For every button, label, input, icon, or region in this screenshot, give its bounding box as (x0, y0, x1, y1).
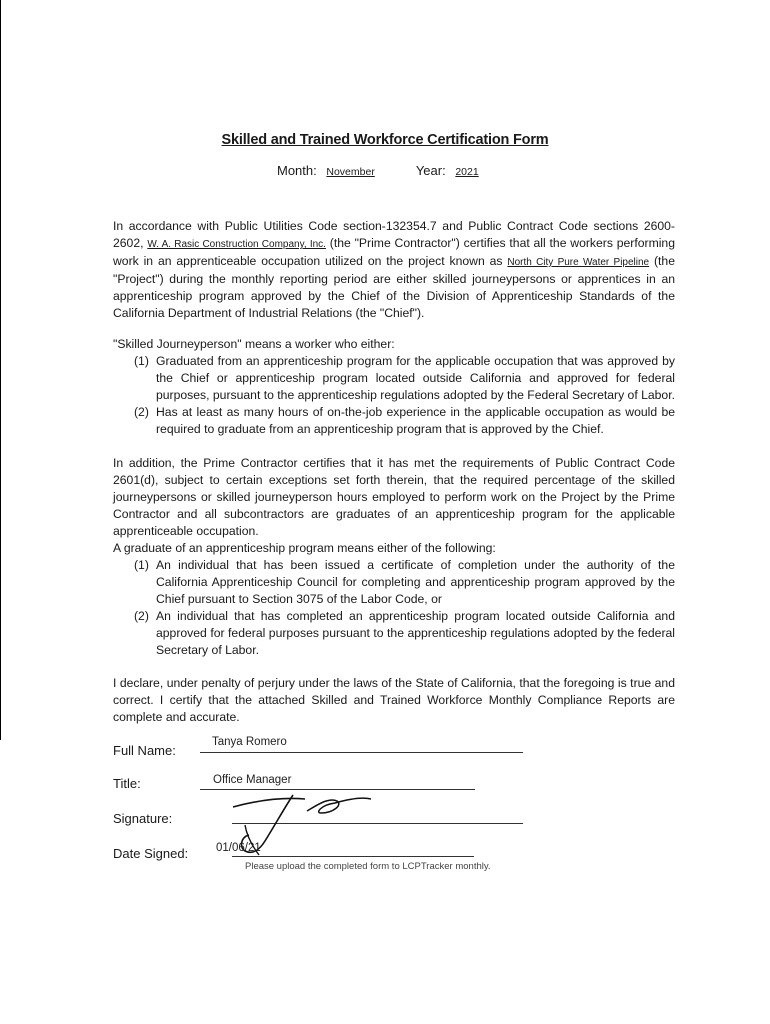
project-name: North City Pure Water Pipeline (507, 257, 650, 268)
list-number: (2) (134, 405, 149, 419)
list-number: (1) (134, 354, 149, 368)
contractor-name: W. A. Rasic Construction Company, Inc. (147, 239, 326, 250)
year-value: 2021 (455, 166, 479, 178)
full-name-line (200, 752, 523, 753)
intro-paragraph (113, 218, 675, 322)
reporting-period (277, 162, 479, 181)
list-number: (2) (134, 609, 149, 623)
intro-part2: (the "Prime Contractor") certifies that all the workers performing work in an apprenticeable occupation utilized on the project known as (113, 236, 675, 268)
full-name-label: Full Name: (113, 743, 176, 758)
journeyperson-heading: "Skilled Journeyperson" means a worker who either: (113, 337, 395, 351)
declaration-paragraph: I declare, under penalty of perjury under the laws of the State of California, that the foregoing is true and correct. I certify that the attached Skilled and Trained Workforce Monthly Compliance Reports are complete and accurate. (113, 676, 675, 724)
full-name-value: Tanya Romero (212, 736, 287, 748)
list-text: An individual that has completed an apprenticeship program located outside California and approved for federal purposes pursuant to the apprenticeship regulations adopted by the federal Secretary of Labor. (156, 609, 675, 657)
intro-part1: In accordance with Public Utilities Code section-132354.7 and Public Contract Code sections 2600-2602, (113, 219, 675, 250)
list-text: Has at least as many hours of on-the-job experience in the applicable occupation as would be required to graduate from an apprenticeship program that is approved by the Chief. (156, 405, 675, 436)
upload-note: Please upload the completed form to LCPTracker monthly. (245, 861, 491, 872)
list-number: (1) (134, 558, 149, 572)
date-signed-value: 01/06/21 (216, 842, 261, 854)
intro-part3: (the "Project") during the monthly reporting period are either skilled journeypersons or apprentices in an apprenticeship program approved by the Chief of the Division of Apprenticeship Standards of the California Department of Industrial Relations (the "Chief"). (113, 254, 675, 320)
addition-paragraph: In addition, the Prime Contractor certifies that it has met the requirements of Public Contract Code 2601(d), subject to certain exceptions set forth therein, that the required percentage of the skilled journeypersons or skilled journeyperson hours employed to perform work on the Project by the Prime Contractor and all subcontractors are graduates of an apprenticeship program for the applicable apprenticeable occupation. (113, 456, 675, 538)
page-edge-rule (0, 0, 1, 740)
title-label: Title: (113, 776, 141, 791)
list-item (113, 608, 675, 659)
form-title: Skilled and Trained Workforce Certification Form (221, 132, 549, 148)
signature-label: Signature: (113, 811, 173, 826)
year-label: Year: (415, 163, 446, 178)
list-item (113, 404, 675, 438)
graduate-heading: A graduate of an apprenticeship program means either of the following: (113, 541, 496, 555)
list-text: An individual that has been issued a certificate of completion under the authority of the California Apprenticeship Council for completing and apprenticeship program approved by the Chief pursuant to Section 3075 of the Labor Code, or (156, 558, 675, 606)
journeyperson-section (113, 336, 675, 438)
date-signed-label: Date Signed: (113, 846, 189, 861)
graduate-section (113, 540, 675, 659)
title-value: Office Manager (213, 774, 292, 786)
month-value: November (326, 166, 375, 178)
date-line (232, 856, 474, 857)
list-item (113, 557, 675, 608)
month-label: Month: (277, 163, 317, 178)
list-item (113, 353, 675, 404)
list-text: Graduated from an apprenticeship program for the applicable occupation that was approved by the Chief or apprenticeship program located outside California and approved for federal purposes, pursuant to the apprenticeship regulations adopted by the Federal Secretary of Labor. (156, 354, 675, 402)
